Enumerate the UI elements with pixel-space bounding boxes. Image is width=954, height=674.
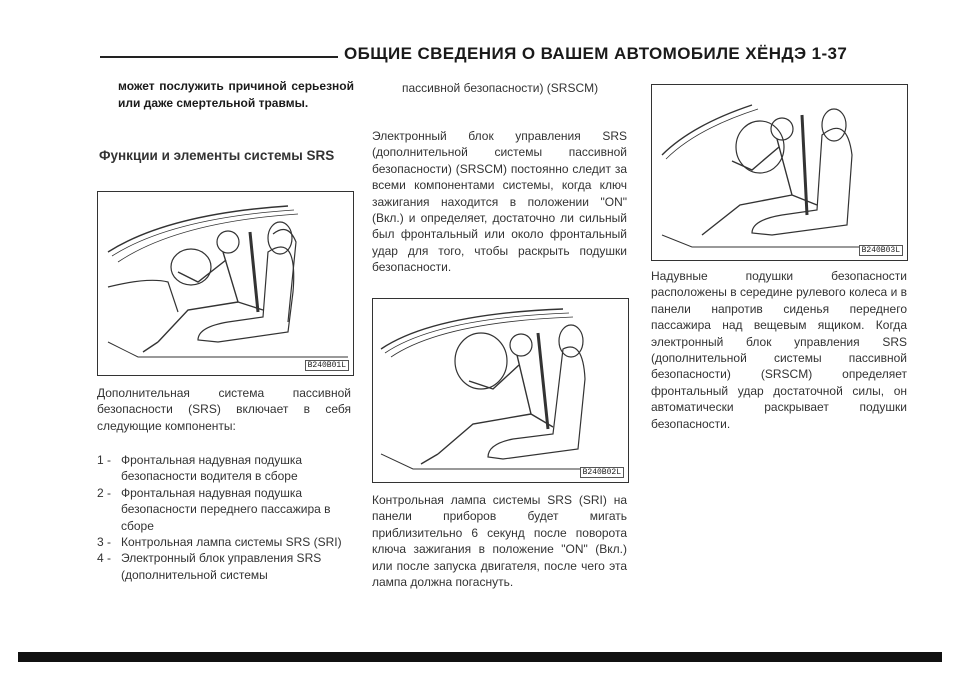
page-header-title: ОБЩИЕ СВЕДЕНИЯ О ВАШЕМ АВТОМОБИЛЕ ХЁНДЭ 1-37: [344, 44, 848, 63]
list-item: 3 - Контрольная лампа системы SRS (SRI): [97, 535, 342, 550]
list-item: 4 - Электронный блок управления SRS (дополнительной системы: [97, 551, 322, 582]
figure-code: B240B03L: [859, 245, 903, 256]
srscm-continuation: пассивной безопасности) (SRSCM): [402, 81, 599, 95]
figure-driver-airbag: [97, 191, 354, 376]
figure-code: B240B02L: [580, 467, 624, 478]
srscm-paragraph: Электронный блок управления SRS (дополнительной системы пассивной безопасности) (SRSCM) постоянно следит за всеми компонентами системы, когда ключ зажигания находится в положении "ON" (Вкл.) и определяет, достаточно ли сильный был фронтальный или около фронтальный удар для того, чтобы раскрыть подушки безопасности.: [372, 129, 627, 275]
figure-code: B240B01L: [305, 360, 349, 371]
figure-airbag-location: [651, 84, 908, 261]
driver-airbag-illustration: [98, 192, 353, 375]
figure-sri-lamp: [372, 298, 629, 483]
components-intro: Дополнительная система пассивной безопасности (SRS) включает в себя следующие компоненты:: [97, 386, 351, 433]
header-rule: [100, 56, 338, 58]
list-item: 1 - Фронтальная надувная подушка безопасности водителя в сборе: [97, 453, 303, 484]
passenger-airbag-illustration: [373, 299, 628, 482]
airbag-location-paragraph: Надувные подушки безопасности расположены в середине рулевого колеса и в панели напротив сиденья переднего пассажира над вещевым ящиком. Когда электронный блок управления SRS (дополнительной системы пассивной безопасности) (SRSCM) определяет фронтальный удар достаточной силы, он автоматически раскрывает подушки безопасности.: [651, 269, 907, 431]
section-heading: Функции и элементы системы SRS: [99, 148, 335, 163]
list-item: 2 - Фронтальная надувная подушка безопасности переднего пассажира в сборе: [97, 485, 331, 533]
warning-continuation-text: может послужить причиной серьезной или даже смертельной травмы.: [118, 79, 354, 110]
component-list: [97, 452, 353, 583]
airbag-location-illustration: [652, 85, 907, 260]
footer-bar: [18, 652, 942, 662]
sri-paragraph: Контрольная лампа системы SRS (SRI) на панели приборов будет мигать приблизительно 6 секунд после поворота ключа зажигания в положение "ON" (Вкл.) или после запуска двигателя, после чего эта лампа должна погаснуть.: [372, 493, 627, 590]
